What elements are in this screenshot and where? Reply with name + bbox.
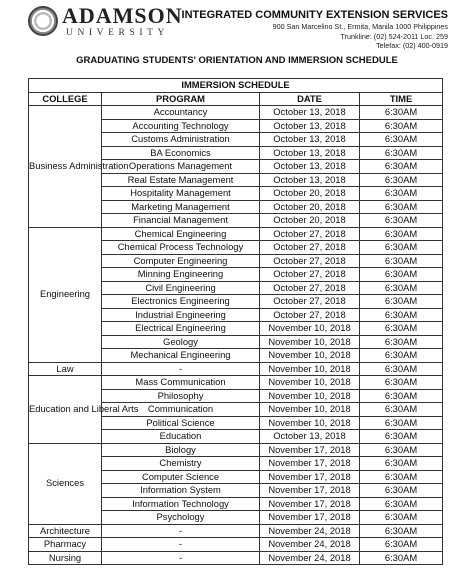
program-cell: - — [102, 551, 260, 565]
date-cell: October 27, 2018 — [260, 227, 360, 241]
time-cell: 6:30AM — [360, 254, 443, 268]
program-cell: Accounting Technology — [102, 119, 260, 133]
date-cell: November 10, 2018 — [260, 416, 360, 430]
date-cell: October 13, 2018 — [260, 133, 360, 147]
time-cell: 6:30AM — [360, 430, 443, 444]
program-cell: Mass Communication — [102, 376, 260, 390]
program-cell: Marketing Management — [102, 200, 260, 214]
table-row — [29, 376, 443, 390]
time-cell: 6:30AM — [360, 389, 443, 403]
program-cell: Accountancy — [102, 106, 260, 120]
time-cell: 6:30AM — [360, 362, 443, 376]
program-cell: - — [102, 524, 260, 538]
college-cell: Pharmacy — [29, 538, 102, 552]
column-header-college: COLLEGE — [29, 92, 102, 106]
date-cell: November 17, 2018 — [260, 470, 360, 484]
date-cell: October 13, 2018 — [260, 106, 360, 120]
college-cell: Law — [29, 362, 102, 376]
date-cell: November 17, 2018 — [260, 484, 360, 498]
time-cell: 6:30AM — [360, 241, 443, 255]
time-cell: 6:30AM — [360, 538, 443, 552]
program-cell: Computer Engineering — [102, 254, 260, 268]
date-cell: November 10, 2018 — [260, 362, 360, 376]
time-cell: 6:30AM — [360, 173, 443, 187]
program-cell: Real Estate Management — [102, 173, 260, 187]
time-cell: 6:30AM — [360, 322, 443, 336]
program-cell: BA Economics — [102, 146, 260, 160]
program-cell: Education — [102, 430, 260, 444]
date-cell: October 27, 2018 — [260, 241, 360, 255]
date-cell: November 10, 2018 — [260, 389, 360, 403]
program-cell: Information System — [102, 484, 260, 498]
date-cell: November 10, 2018 — [260, 349, 360, 363]
time-cell: 6:30AM — [360, 268, 443, 282]
time-cell: 6:30AM — [360, 511, 443, 525]
time-cell: 6:30AM — [360, 119, 443, 133]
program-cell: Communication — [102, 403, 260, 417]
office-block — [182, 9, 448, 51]
date-cell: November 17, 2018 — [260, 443, 360, 457]
immersion-schedule-table — [28, 78, 443, 565]
time-cell: 6:30AM — [360, 133, 443, 147]
date-cell: November 17, 2018 — [260, 497, 360, 511]
program-cell: Philosophy — [102, 389, 260, 403]
office-trunkline: Trunkline: (02) 524-2011 Loc. 259 — [340, 31, 448, 41]
time-cell: 6:30AM — [360, 281, 443, 295]
program-cell: Computer Science — [102, 470, 260, 484]
program-cell: Industrial Engineering — [102, 308, 260, 322]
time-cell: 6:30AM — [360, 443, 443, 457]
time-cell: 6:30AM — [360, 106, 443, 120]
office-address: 900 San Marcelino St., Ermita, Manila 1000 Philippines — [272, 22, 448, 31]
time-cell: 6:30AM — [360, 214, 443, 228]
time-cell: 6:30AM — [360, 376, 443, 390]
program-cell: Electrical Engineering — [102, 322, 260, 336]
time-cell: 6:30AM — [360, 484, 443, 498]
program-cell: Geology — [102, 335, 260, 349]
program-cell: Civil Engineering — [102, 281, 260, 295]
table-row — [29, 551, 443, 565]
program-cell: - — [102, 538, 260, 552]
time-cell: 6:30AM — [360, 349, 443, 363]
time-cell: 6:30AM — [360, 160, 443, 174]
column-header-program: PROGRAM — [102, 92, 260, 106]
university-seal-icon — [28, 6, 58, 36]
college-cell: Nursing — [29, 551, 102, 565]
date-cell: October 27, 2018 — [260, 268, 360, 282]
date-cell: November 10, 2018 — [260, 376, 360, 390]
office-telefax: Telefax: (02) 400-0919 — [376, 41, 448, 50]
date-cell: November 17, 2018 — [260, 457, 360, 471]
table-row — [29, 362, 443, 376]
date-cell: October 27, 2018 — [260, 295, 360, 309]
column-header-date: DATE — [260, 92, 360, 106]
time-cell: 6:30AM — [360, 416, 443, 430]
date-cell: November 24, 2018 — [260, 551, 360, 565]
college-cell: Architecture — [29, 524, 102, 538]
program-cell: Information Technology — [102, 497, 260, 511]
date-cell: November 10, 2018 — [260, 335, 360, 349]
program-cell: Chemistry — [102, 457, 260, 471]
time-cell: 6:30AM — [360, 497, 443, 511]
program-cell: Chemical Process Technology — [102, 241, 260, 255]
college-cell: Education and Liberal Arts — [29, 376, 102, 444]
date-cell: October 13, 2018 — [260, 146, 360, 160]
date-cell: November 24, 2018 — [260, 524, 360, 538]
column-header-time: TIME — [360, 92, 443, 106]
schedule-body — [29, 106, 443, 565]
time-cell: 6:30AM — [360, 457, 443, 471]
program-cell: Minning Engineering — [102, 268, 260, 282]
program-cell: Customs Administration — [102, 133, 260, 147]
time-cell: 6:30AM — [360, 335, 443, 349]
date-cell: October 13, 2018 — [260, 173, 360, 187]
time-cell: 6:30AM — [360, 403, 443, 417]
program-cell: Biology — [102, 443, 260, 457]
time-cell: 6:30AM — [360, 308, 443, 322]
table-row — [29, 443, 443, 457]
table-row — [29, 538, 443, 552]
table-caption: IMMERSION SCHEDULE — [29, 79, 443, 93]
date-cell: October 20, 2018 — [260, 200, 360, 214]
date-cell: October 20, 2018 — [260, 187, 360, 201]
table-row — [29, 524, 443, 538]
time-cell: 6:30AM — [360, 200, 443, 214]
program-cell: Mechanical Engineering — [102, 349, 260, 363]
program-cell: Political Science — [102, 416, 260, 430]
program-cell: Operations Management — [102, 160, 260, 174]
date-cell: October 13, 2018 — [260, 430, 360, 444]
university-name: ADAMSON — [62, 3, 183, 28]
program-cell: - — [102, 362, 260, 376]
date-cell: November 10, 2018 — [260, 322, 360, 336]
date-cell: November 24, 2018 — [260, 538, 360, 552]
date-cell: November 17, 2018 — [260, 511, 360, 525]
document-title: GRADUATING STUDENTS' ORIENTATION AND IMMERSION SCHEDULE — [76, 55, 398, 66]
date-cell: October 27, 2018 — [260, 254, 360, 268]
time-cell: 6:30AM — [360, 470, 443, 484]
time-cell: 6:30AM — [360, 295, 443, 309]
date-cell: October 13, 2018 — [260, 119, 360, 133]
program-cell: Electronics Engineering — [102, 295, 260, 309]
letterhead — [0, 0, 474, 60]
college-cell: Sciences — [29, 443, 102, 524]
college-cell: Engineering — [29, 227, 102, 362]
date-cell: October 20, 2018 — [260, 214, 360, 228]
program-cell: Chemical Engineering — [102, 227, 260, 241]
table-row — [29, 227, 443, 241]
time-cell: 6:30AM — [360, 187, 443, 201]
university-subtitle: UNIVERSITY — [66, 28, 169, 38]
date-cell: November 10, 2018 — [260, 403, 360, 417]
table-row — [29, 106, 443, 120]
program-cell: Financial Management — [102, 214, 260, 228]
college-cell: Business Administration — [29, 106, 102, 228]
time-cell: 6:30AM — [360, 524, 443, 538]
time-cell: 6:30AM — [360, 227, 443, 241]
date-cell: October 27, 2018 — [260, 281, 360, 295]
office-name: INTEGRATED COMMUNITY EXTENSION SERVICES — [181, 9, 448, 21]
date-cell: October 13, 2018 — [260, 160, 360, 174]
program-cell: Hospitality Management — [102, 187, 260, 201]
time-cell: 6:30AM — [360, 146, 443, 160]
time-cell: 6:30AM — [360, 551, 443, 565]
date-cell: October 27, 2018 — [260, 308, 360, 322]
program-cell: Psychology — [102, 511, 260, 525]
